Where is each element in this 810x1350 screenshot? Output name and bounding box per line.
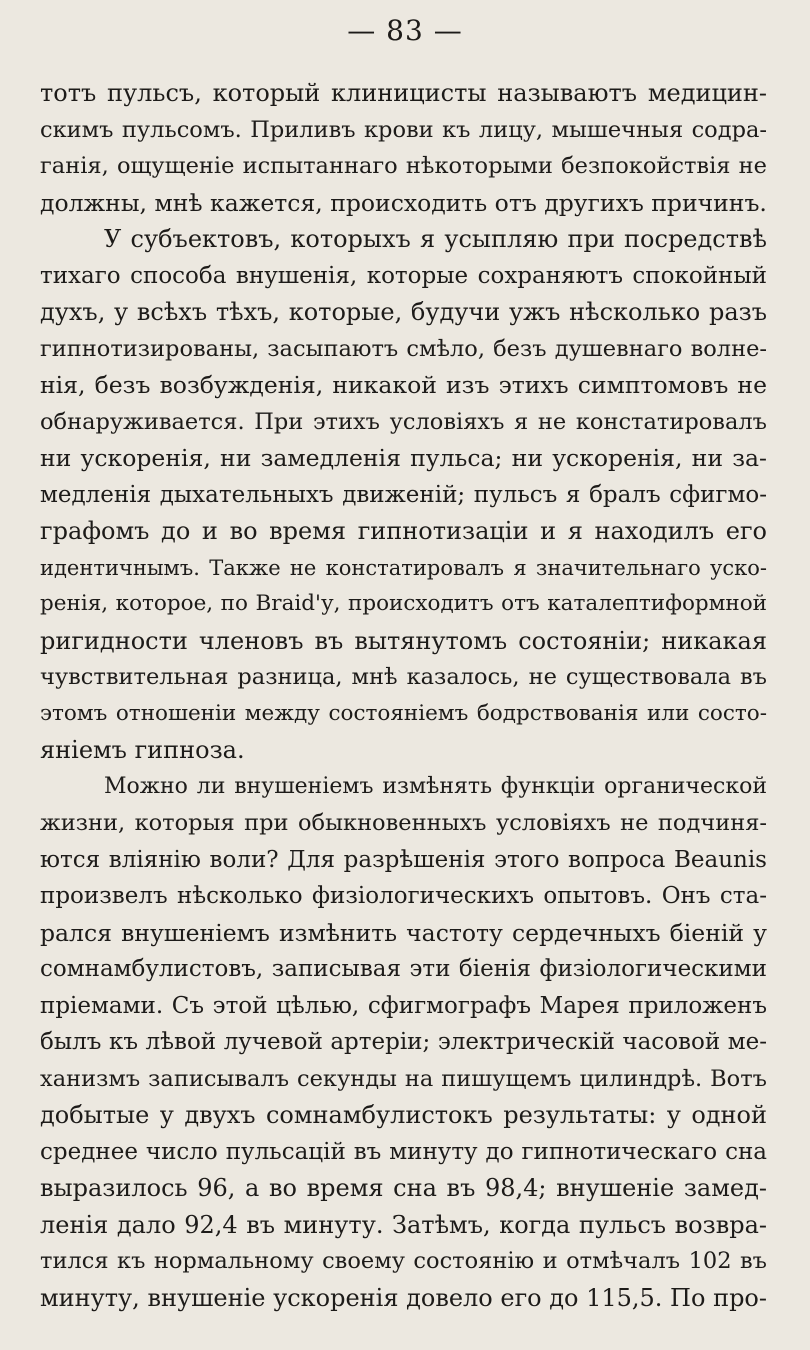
text-line: ни ускоренія, ни замедленія пульса; ни ускоренія, ни за- xyxy=(40,444,767,472)
text-line: тихаго способа внушенія, которые сохраняютъ спокойный xyxy=(40,262,767,289)
text-line: ханизмъ записывалъ секунды на пишущемъ цилиндрѣ. Вотъ xyxy=(40,1065,767,1092)
text-line: духъ, у всѣхъ тѣхъ, которые, будучи ужъ нѣсколько разъ xyxy=(40,298,767,326)
text-line: ленія дало 92,4 въ минуту. Затѣмъ, когда пульсъ возвра- xyxy=(40,1210,767,1239)
text-line: должны, мнѣ кажется, происходить отъ другихъ причинъ. xyxy=(40,188,767,217)
text-line: произвелъ нѣсколько физіологическихъ опытовъ. Онъ ста- xyxy=(40,883,767,909)
text-line: ганія, ощущеніе испытаннаго нѣкоторыми безпокойствія не xyxy=(40,153,767,179)
text-line: обнаруживается. При этихъ условіяхъ я не констатировалъ xyxy=(40,408,767,435)
text-line: былъ къ лѣвой лучевой артеріи; электрическій часовой ме- xyxy=(40,1029,767,1055)
text-line: медленія дыхательныхъ движеній; пульсъ я бралъ сфигмо- xyxy=(40,481,767,508)
text-line: идентичнымъ. Также не констатировалъ я значительнаго уско- xyxy=(40,555,767,580)
text-line: пріемами. Съ этой цѣлью, сфигмографъ Марея приложенъ xyxy=(40,992,767,1019)
text-line: чувствительная разница, мнѣ казалось, не существовала въ xyxy=(40,664,767,690)
text-line: сомнамбулистовъ, записывая эти біенія физіологическими xyxy=(40,956,767,982)
text-line: жизни, которыя при обыкновенныхъ условіяхъ не подчиня- xyxy=(40,810,767,836)
text-line: графомъ до и во время гипнотизаціи и я находилъ его xyxy=(40,517,767,545)
text-line: тотъ пульсъ, который клиницисты называютъ медицин- xyxy=(40,79,767,107)
text-line: ригидности членовъ въ вытянутомъ состояніи; никакая xyxy=(40,626,767,655)
text-line: минуту, внушеніе ускоренія довело его до 115,5. По про- xyxy=(40,1283,767,1312)
text-line: нія, безъ возбужденія, никакой изъ этихъ симптомовъ не xyxy=(40,371,767,399)
text-line: тился къ нормальному своему состоянію и отмѣчалъ 102 въ xyxy=(40,1248,767,1274)
text-line: этомъ отношеніи между состояніемъ бодрствованія или состо- xyxy=(40,700,767,726)
text-line: ются вліянію воли? Для разрѣшенія этого вопроса Beaunis xyxy=(40,846,767,873)
page-number: — 83 — xyxy=(347,14,463,47)
body-text xyxy=(40,75,767,1316)
text-line: гипнотизированы, засыпаютъ смѣло, безъ душевнаго волне- xyxy=(40,335,767,362)
text-line: добытые у двухъ сомнамбулистокъ результаты: у одной xyxy=(40,1101,767,1129)
text-line: среднее число пульсацій въ минуту до гипнотическаго сна xyxy=(40,1138,767,1165)
text-line: яніемъ гипноза. xyxy=(40,736,245,764)
text-line: Можно ли внушеніемъ измѣнять функціи органической xyxy=(104,773,767,799)
text-line: рался внушеніемъ измѣнить частоту сердечныхъ біеній у xyxy=(40,918,767,947)
text-line: ренія, которое, по Braid'у, происходитъ отъ каталептиформной xyxy=(40,591,767,616)
text-line: У субъектовъ, которыхъ я усыпляю при посредствѣ xyxy=(104,225,767,253)
text-line: выразилось 96, а во время сна въ 98,4; внушеніе замед- xyxy=(40,1174,767,1202)
text-line: скимъ пульсомъ. Приливъ крови къ лицу, мышечныя содра- xyxy=(40,116,767,143)
